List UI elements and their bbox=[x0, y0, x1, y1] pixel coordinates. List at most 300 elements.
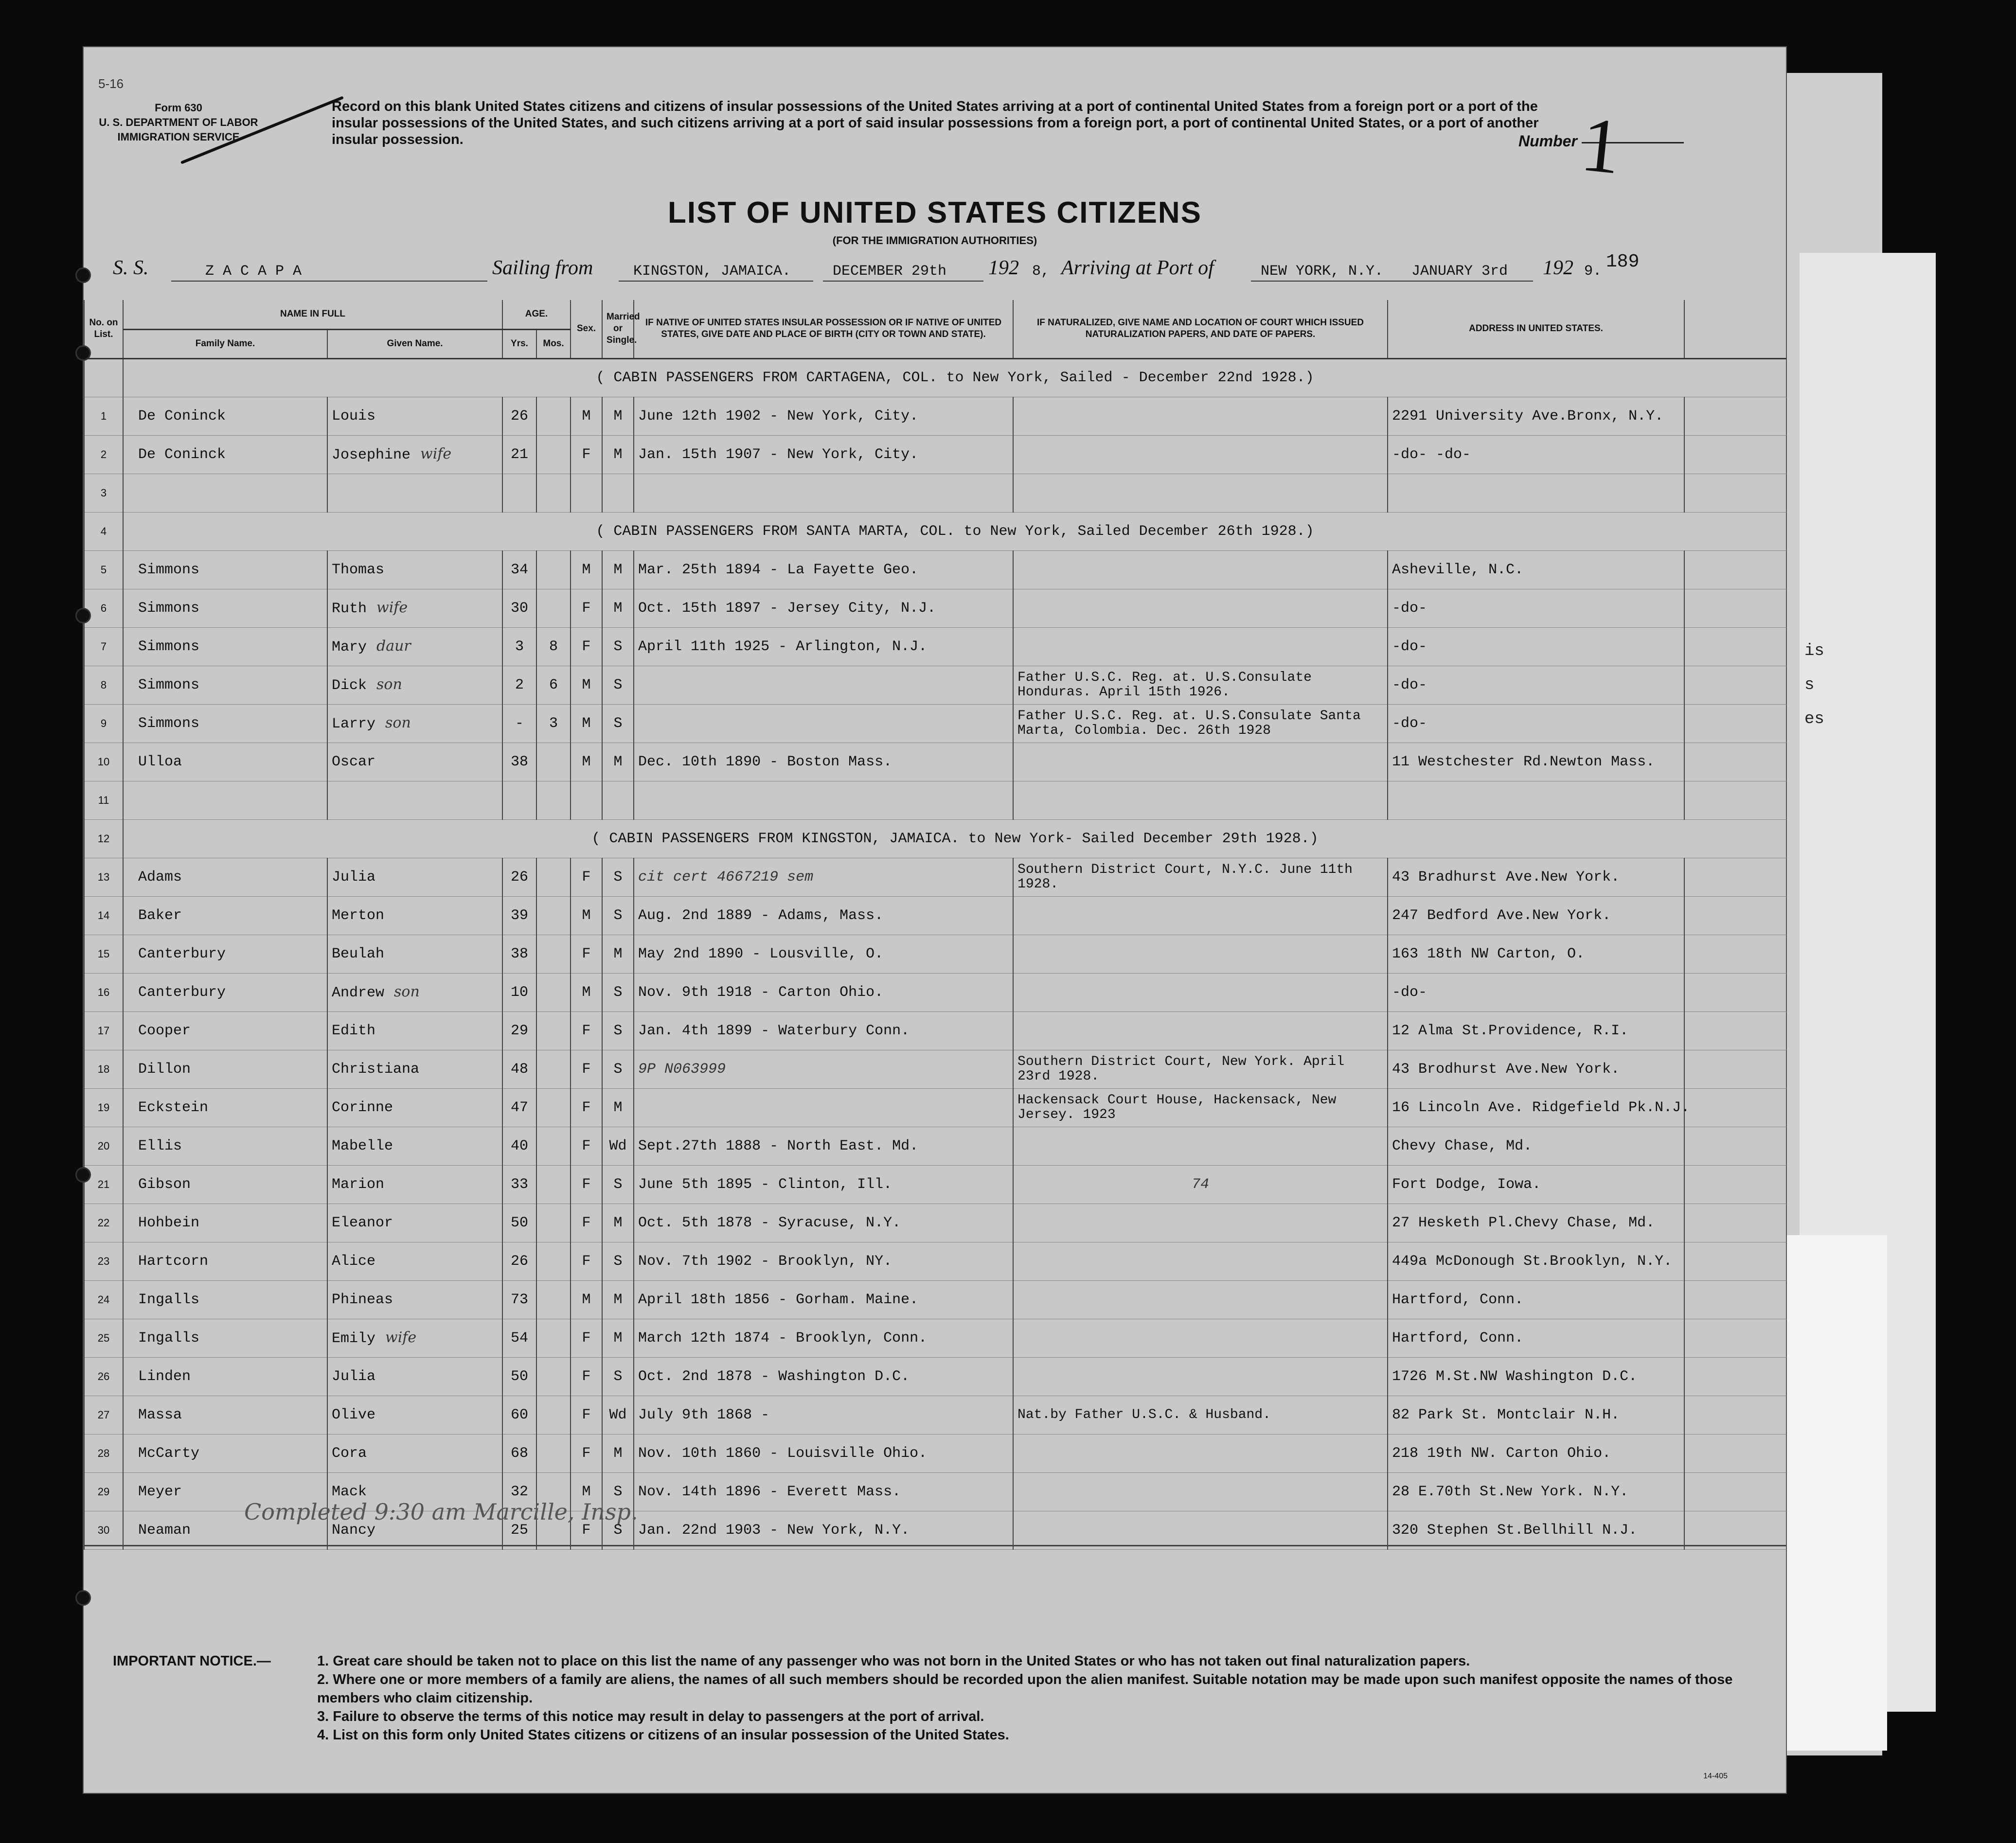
family-name: Ellis bbox=[123, 1127, 327, 1165]
family-name: Simmons bbox=[123, 627, 327, 666]
family-name: Simmons bbox=[123, 550, 327, 589]
naturalization-info bbox=[1013, 896, 1388, 935]
marital-status: M bbox=[602, 743, 634, 781]
given-name-text: Julia bbox=[332, 868, 376, 886]
table-row bbox=[84, 1165, 1786, 1204]
family-name: Linden bbox=[123, 1357, 327, 1396]
blank-cell bbox=[1684, 1434, 1786, 1472]
row-number: 1 bbox=[84, 397, 123, 435]
notice-item: 3. Failure to observe the terms of this notice may result in delay to passengers at the port of arrival. bbox=[317, 1709, 984, 1724]
table-row bbox=[84, 743, 1786, 781]
col-mos: Mos. bbox=[536, 329, 571, 358]
sex: F bbox=[571, 1011, 602, 1050]
sex: F bbox=[571, 589, 602, 627]
marital-status: M bbox=[602, 1319, 634, 1357]
blank-cell bbox=[1684, 1088, 1786, 1127]
age-years: 38 bbox=[502, 743, 536, 781]
marital-status: S bbox=[602, 666, 634, 704]
naturalization-info: 74 bbox=[1013, 1165, 1388, 1204]
naturalization-info bbox=[1013, 1357, 1388, 1396]
given-name bbox=[327, 973, 502, 1011]
relation-note: wife bbox=[420, 445, 452, 462]
sex: F bbox=[571, 1511, 602, 1549]
given-name-text: Oscar bbox=[332, 753, 376, 770]
col-naturalized: IF NATURALIZED, GIVE NAME AND LOCATION OF COURT WHICH ISSUED NATURALIZATION PAPERS, AND DATE OF PAPERS. bbox=[1013, 300, 1388, 358]
table-row bbox=[84, 1357, 1786, 1396]
page-subtitle: (FOR THE IMMIGRATION AUTHORITIES) bbox=[832, 234, 1037, 247]
age-years: 68 bbox=[502, 1434, 536, 1472]
given-name bbox=[327, 397, 502, 435]
birth-info: June 5th 1895 - Clinton, Ill. bbox=[634, 1165, 1013, 1204]
row-number: 12 bbox=[84, 819, 123, 858]
us-address: 320 Stephen St.Bellhill N.J. bbox=[1388, 1511, 1684, 1549]
sex: M bbox=[571, 1280, 602, 1319]
blank-cell bbox=[1684, 896, 1786, 935]
table-row bbox=[84, 1127, 1786, 1165]
blank-cell bbox=[1684, 1050, 1786, 1088]
family-name: Meyer bbox=[123, 1472, 327, 1511]
marital-status: S bbox=[602, 1357, 634, 1396]
naturalization-info: Southern District Court, N.Y.C. June 11th 1928. bbox=[1013, 858, 1388, 896]
row-number: 8 bbox=[84, 666, 123, 704]
age-months: 8 bbox=[536, 627, 571, 666]
table-row bbox=[84, 973, 1786, 1011]
sex bbox=[571, 474, 602, 512]
age-years: 32 bbox=[502, 1472, 536, 1511]
row-number: 23 bbox=[84, 1242, 123, 1280]
family-name: Baker bbox=[123, 896, 327, 935]
family-name: Massa bbox=[123, 1396, 327, 1434]
year-suffix: 8, bbox=[1032, 263, 1050, 280]
sex: M bbox=[571, 973, 602, 1011]
year-label: 192 bbox=[988, 257, 1019, 279]
col-native: IF NATIVE OF UNITED STATES INSULAR POSSESSION OR IF NATIVE OF UNITED STATES, GIVE DATE AND PLACE OF BIRTH (CITY OR TOWN AND STATE). bbox=[634, 300, 1013, 358]
page-title: LIST OF UNITED STATES CITIZENS bbox=[668, 196, 1202, 230]
col-given: Given Name. bbox=[327, 329, 502, 358]
us-address: -do- bbox=[1388, 627, 1684, 666]
us-address bbox=[1388, 781, 1684, 819]
given-name bbox=[327, 1204, 502, 1242]
table-row bbox=[84, 1204, 1786, 1242]
blank-cell bbox=[1684, 1472, 1786, 1511]
given-name-text: Phineas bbox=[332, 1291, 393, 1308]
marital-status: S bbox=[602, 1011, 634, 1050]
naturalization-info bbox=[1013, 435, 1388, 474]
family-name: Gibson bbox=[123, 1165, 327, 1204]
marital-status: M bbox=[602, 435, 634, 474]
table-row bbox=[84, 1396, 1786, 1434]
table-row bbox=[84, 397, 1786, 435]
notice-item bbox=[113, 1652, 1776, 1670]
sex: M bbox=[571, 704, 602, 743]
row-number: 11 bbox=[84, 781, 123, 819]
family-name: Simmons bbox=[123, 589, 327, 627]
given-name bbox=[327, 781, 502, 819]
blank-cell bbox=[1684, 973, 1786, 1011]
birth-info: April 11th 1925 - Arlington, N.J. bbox=[634, 627, 1013, 666]
age-years bbox=[502, 474, 536, 512]
naturalization-info bbox=[1013, 781, 1388, 819]
form-identifier bbox=[98, 101, 259, 144]
family-name: De Coninck bbox=[123, 435, 327, 474]
age-months bbox=[536, 397, 571, 435]
family-name: Canterbury bbox=[123, 973, 327, 1011]
birth-info: Oct. 5th 1878 - Syracuse, N.Y. bbox=[634, 1204, 1013, 1242]
us-address: 11 Westchester Rd.Newton Mass. bbox=[1388, 743, 1684, 781]
table-row bbox=[84, 781, 1786, 819]
sex: M bbox=[571, 1472, 602, 1511]
sex: F bbox=[571, 1165, 602, 1204]
blank-cell bbox=[1684, 435, 1786, 474]
age-months bbox=[536, 1357, 571, 1396]
table-row bbox=[84, 1280, 1786, 1319]
preamble: Record on this blank United States citizens and citizens of insular possessions of the United States arriving at a port of continental United States from a foreign port or a port of the insular possessions of the United States, and such citizens arriving at a port of said insular possessions from a foreign port, a port of continental United States, or a port of another insular possession. bbox=[332, 99, 1539, 147]
punch-hole bbox=[75, 1590, 91, 1606]
age-years: 25 bbox=[502, 1511, 536, 1549]
given-name-text: Alice bbox=[332, 1253, 376, 1270]
row-number: 10 bbox=[84, 743, 123, 781]
given-name bbox=[327, 627, 502, 666]
us-address: Asheville, N.C. bbox=[1388, 550, 1684, 589]
side-sheet-text: s bbox=[1804, 676, 1815, 694]
row-number: 26 bbox=[84, 1357, 123, 1396]
section-heading: ( CABIN PASSENGERS FROM SANTA MARTA, COL. to New York, Sailed December 26th 1928.) bbox=[123, 512, 1786, 550]
voyage-line bbox=[84, 251, 1786, 285]
given-name bbox=[327, 474, 502, 512]
birth-info: March 12th 1874 - Brooklyn, Conn. bbox=[634, 1319, 1013, 1357]
age-years: 33 bbox=[502, 1165, 536, 1204]
number-value: 1 bbox=[1577, 100, 1625, 191]
family-name: Eckstein bbox=[123, 1088, 327, 1127]
us-address: 43 Bradhurst Ave.New York. bbox=[1388, 858, 1684, 896]
age-years: 54 bbox=[502, 1319, 536, 1357]
age-years: 73 bbox=[502, 1280, 536, 1319]
marital-status: M bbox=[602, 1088, 634, 1127]
us-address: 247 Bedford Ave.New York. bbox=[1388, 896, 1684, 935]
marital-status: M bbox=[602, 1434, 634, 1472]
given-name bbox=[327, 1434, 502, 1472]
age-months bbox=[536, 1204, 571, 1242]
blank-cell bbox=[1684, 935, 1786, 973]
row-number: 4 bbox=[84, 512, 123, 550]
age-years: 48 bbox=[502, 1050, 536, 1088]
blank-cell bbox=[1684, 627, 1786, 666]
table-row bbox=[84, 1088, 1786, 1127]
section-heading: ( CABIN PASSENGERS FROM CARTAGENA, COL. to New York, Sailed - December 22nd 1928.) bbox=[123, 358, 1786, 397]
us-address: -do- bbox=[1388, 704, 1684, 743]
col-married: Married or Single. bbox=[602, 300, 634, 358]
family-name bbox=[123, 781, 327, 819]
underline bbox=[171, 281, 487, 282]
row-number: 7 bbox=[84, 627, 123, 666]
us-address: 12 Alma St.Providence, R.I. bbox=[1388, 1011, 1684, 1050]
row-number: 24 bbox=[84, 1280, 123, 1319]
given-name-text: Mary bbox=[332, 639, 367, 656]
underline bbox=[1251, 281, 1533, 282]
given-name bbox=[327, 550, 502, 589]
birth-info: May 2nd 1890 - Lousville, O. bbox=[634, 935, 1013, 973]
birth-info bbox=[634, 781, 1013, 819]
given-name bbox=[327, 1319, 502, 1357]
us-address: 218 19th NW. Carton Ohio. bbox=[1388, 1434, 1684, 1472]
family-name: Hartcorn bbox=[123, 1242, 327, 1280]
table-row bbox=[84, 1242, 1786, 1280]
sex: F bbox=[571, 1088, 602, 1127]
relation-note: wife bbox=[376, 599, 408, 616]
row-number: 25 bbox=[84, 1319, 123, 1357]
given-name-text: Nancy bbox=[332, 1522, 376, 1539]
given-name-text: Ruth bbox=[332, 601, 367, 617]
age-months bbox=[536, 1165, 571, 1204]
family-name: De Coninck bbox=[123, 397, 327, 435]
blank-cell bbox=[1684, 704, 1786, 743]
age-years: - bbox=[502, 704, 536, 743]
table-bottom-rule bbox=[84, 1545, 1786, 1546]
given-name-text: Louis bbox=[332, 408, 376, 425]
marital-status: M bbox=[602, 589, 634, 627]
age-years: 26 bbox=[502, 858, 536, 896]
us-address: 16 Lincoln Ave. Ridgefield Pk.N.J. bbox=[1388, 1088, 1684, 1127]
given-name-text: Edith bbox=[332, 1022, 376, 1039]
us-address: -do- -do- bbox=[1388, 435, 1684, 474]
us-address: -do- bbox=[1388, 589, 1684, 627]
sex: F bbox=[571, 1050, 602, 1088]
table-row bbox=[84, 896, 1786, 935]
naturalization-info bbox=[1013, 1011, 1388, 1050]
punch-hole bbox=[75, 608, 91, 623]
sex: M bbox=[571, 397, 602, 435]
given-name-text: Marion bbox=[332, 1176, 385, 1193]
family-name: Hohbein bbox=[123, 1204, 327, 1242]
us-address: Chevy Chase, Md. bbox=[1388, 1127, 1684, 1165]
given-name-text: Julia bbox=[332, 1368, 376, 1385]
birth-info: cit cert 4667219 sem bbox=[634, 858, 1013, 896]
ship-name: Z A C A P A bbox=[205, 263, 302, 280]
blank-cell bbox=[1684, 743, 1786, 781]
col-name-in-full: NAME IN FULL bbox=[123, 300, 502, 329]
us-address: 82 Park St. Montclair N.H. bbox=[1388, 1396, 1684, 1434]
marital-status: S bbox=[602, 1242, 634, 1280]
marital-status: Wd bbox=[602, 1127, 634, 1165]
given-name bbox=[327, 858, 502, 896]
blank-cell bbox=[1684, 1127, 1786, 1165]
given-name-text: Merton bbox=[332, 907, 385, 924]
sex: F bbox=[571, 1357, 602, 1396]
given-name-text: Eleanor bbox=[332, 1214, 393, 1231]
age-months bbox=[536, 1319, 571, 1357]
marital-status: S bbox=[602, 704, 634, 743]
form-number: Form 630 bbox=[155, 102, 202, 114]
notice-text: 1. Great care should be taken not to place on this list the name of any passenger who was not born in the United States or who has not taken out final naturalization papers. bbox=[317, 1653, 1470, 1669]
sailing-label: Sailing from bbox=[492, 257, 593, 279]
table-row bbox=[84, 1434, 1786, 1472]
naturalization-info bbox=[1013, 1204, 1388, 1242]
birth-info: Aug. 2nd 1889 - Adams, Mass. bbox=[634, 896, 1013, 935]
given-name-text: Thomas bbox=[332, 561, 385, 578]
marital-status: S bbox=[602, 627, 634, 666]
given-name-text: Dick bbox=[332, 677, 367, 694]
col-no: No. on List. bbox=[84, 300, 123, 358]
age-years: 21 bbox=[502, 435, 536, 474]
sex: M bbox=[571, 896, 602, 935]
row-number: 28 bbox=[84, 1434, 123, 1472]
table-row bbox=[84, 935, 1786, 973]
age-years: 2 bbox=[502, 666, 536, 704]
age-years: 10 bbox=[502, 973, 536, 1011]
age-months bbox=[536, 474, 571, 512]
to-date: JANUARY 3rd bbox=[1411, 263, 1508, 280]
table-row bbox=[84, 589, 1786, 627]
blank-cell bbox=[1684, 781, 1786, 819]
us-address: 163 18th NW Carton, O. bbox=[1388, 935, 1684, 973]
relation-note: son bbox=[394, 983, 420, 1000]
marital-status: Wd bbox=[602, 1396, 634, 1434]
family-name: Ingalls bbox=[123, 1280, 327, 1319]
sex: F bbox=[571, 858, 602, 896]
marital-status: S bbox=[602, 973, 634, 1011]
age-months bbox=[536, 1280, 571, 1319]
blank-cell bbox=[1684, 1011, 1786, 1050]
side-sheet-text: is bbox=[1804, 642, 1824, 660]
from-port: KINGSTON, JAMAICA. bbox=[633, 263, 791, 280]
birth-info: July 9th 1868 - bbox=[634, 1396, 1013, 1434]
marital-status: M bbox=[602, 397, 634, 435]
row-number: 21 bbox=[84, 1165, 123, 1204]
relation-note: daur bbox=[376, 638, 411, 655]
underline bbox=[823, 281, 983, 282]
table-row bbox=[84, 858, 1786, 896]
table-row bbox=[84, 666, 1786, 704]
relation-note: son bbox=[376, 676, 402, 693]
naturalization-info bbox=[1013, 474, 1388, 512]
naturalization-info: Nat.by Father U.S.C. & Husband. bbox=[1013, 1396, 1388, 1434]
naturalization-info bbox=[1013, 1319, 1388, 1357]
naturalization-info bbox=[1013, 1434, 1388, 1472]
sex: F bbox=[571, 435, 602, 474]
blank-cell bbox=[1684, 1242, 1786, 1280]
given-name bbox=[327, 1165, 502, 1204]
birth-info: Oct. 15th 1897 - Jersey City, N.J. bbox=[634, 589, 1013, 627]
sex: F bbox=[571, 1127, 602, 1165]
marital-status: S bbox=[602, 1472, 634, 1511]
row-number: 27 bbox=[84, 1396, 123, 1434]
row-number: 15 bbox=[84, 935, 123, 973]
section-heading: ( CABIN PASSENGERS FROM KINGSTON, JAMAICA. to New York- Sailed December 29th 1928.) bbox=[123, 819, 1786, 858]
family-name: Adams bbox=[123, 858, 327, 896]
marital-status: M bbox=[602, 1204, 634, 1242]
age-months bbox=[536, 1127, 571, 1165]
given-name bbox=[327, 589, 502, 627]
age-months bbox=[536, 858, 571, 896]
from-date: DECEMBER 29th bbox=[833, 263, 947, 280]
us-address: Hartford, Conn. bbox=[1388, 1280, 1684, 1319]
top-mark: 5-16 bbox=[98, 76, 124, 91]
birth-info: Nov. 9th 1918 - Carton Ohio. bbox=[634, 973, 1013, 1011]
col-address: ADDRESS IN UNITED STATES. bbox=[1388, 300, 1684, 358]
us-address: Fort Dodge, Iowa. bbox=[1388, 1165, 1684, 1204]
row-number: 9 bbox=[84, 704, 123, 743]
notice-item: 2. Where one or more members of a family are aliens, the names of all such members should be recorded upon the alien manifest. Suitable notation may be made upon such manifest opposite the names of those members who claim citizenship. bbox=[317, 1672, 1733, 1706]
age-months: 6 bbox=[536, 666, 571, 704]
row-number: 19 bbox=[84, 1088, 123, 1127]
punch-hole bbox=[75, 345, 91, 361]
sex: F bbox=[571, 1242, 602, 1280]
naturalization-info: Hackensack Court House, Hackensack, New Jersey. 1923 bbox=[1013, 1088, 1388, 1127]
age-months bbox=[536, 1011, 571, 1050]
table-row bbox=[84, 819, 1786, 858]
age-years: 3 bbox=[502, 627, 536, 666]
given-name bbox=[327, 1357, 502, 1396]
col-family: Family Name. bbox=[123, 329, 327, 358]
page-stamp: 189 bbox=[1606, 251, 1640, 272]
age-months bbox=[536, 1434, 571, 1472]
family-name: Neaman bbox=[123, 1511, 327, 1549]
marital-status: S bbox=[602, 896, 634, 935]
age-months bbox=[536, 435, 571, 474]
side-sheet-text: es bbox=[1804, 710, 1824, 728]
given-name bbox=[327, 666, 502, 704]
row-number: 18 bbox=[84, 1050, 123, 1088]
age-years: 39 bbox=[502, 896, 536, 935]
marital-status: S bbox=[602, 1050, 634, 1088]
naturalization-info bbox=[1013, 973, 1388, 1011]
age-months bbox=[536, 781, 571, 819]
department: U. S. DEPARTMENT OF LABOR bbox=[99, 116, 258, 128]
underline bbox=[619, 281, 813, 282]
blank-cell bbox=[1684, 1396, 1786, 1434]
sex: F bbox=[571, 1204, 602, 1242]
age-months bbox=[536, 896, 571, 935]
us-address: 2291 University Ave.Bronx, N.Y. bbox=[1388, 397, 1684, 435]
us-address: -do- bbox=[1388, 666, 1684, 704]
given-name-text: Mack bbox=[332, 1483, 367, 1500]
sex: F bbox=[571, 1396, 602, 1434]
age-years: 50 bbox=[502, 1357, 536, 1396]
age-years: 47 bbox=[502, 1088, 536, 1127]
birth-info: April 18th 1856 - Gorham. Maine. bbox=[634, 1280, 1013, 1319]
marital-status: S bbox=[602, 858, 634, 896]
birth-info bbox=[634, 474, 1013, 512]
table-row bbox=[84, 512, 1786, 550]
naturalization-info bbox=[1013, 397, 1388, 435]
given-name bbox=[327, 935, 502, 973]
table-row bbox=[84, 358, 1786, 397]
row-number bbox=[84, 358, 123, 397]
family-name: Dillon bbox=[123, 1050, 327, 1088]
row-number: 17 bbox=[84, 1011, 123, 1050]
table-row bbox=[84, 1011, 1786, 1050]
given-name-text: Emily bbox=[332, 1330, 376, 1347]
age-months bbox=[536, 550, 571, 589]
notice-item: 4. List on this form only United States citizens or citizens of an insular possession of the United States. bbox=[317, 1727, 1009, 1743]
blank-cell bbox=[1684, 666, 1786, 704]
birth-info: Jan. 4th 1899 - Waterbury Conn. bbox=[634, 1011, 1013, 1050]
marital-status: M bbox=[602, 1280, 634, 1319]
sex bbox=[571, 781, 602, 819]
col-yrs: Yrs. bbox=[502, 329, 536, 358]
given-name-text: Corinne bbox=[332, 1099, 393, 1116]
age-months bbox=[536, 1396, 571, 1434]
row-number: 13 bbox=[84, 858, 123, 896]
given-name-text: Mabelle bbox=[332, 1137, 393, 1154]
table-row bbox=[84, 1319, 1786, 1357]
naturalization-info bbox=[1013, 743, 1388, 781]
blank-cell bbox=[1684, 1357, 1786, 1396]
table-row bbox=[84, 627, 1786, 666]
age-months bbox=[536, 973, 571, 1011]
given-name bbox=[327, 1127, 502, 1165]
age-months bbox=[536, 1088, 571, 1127]
